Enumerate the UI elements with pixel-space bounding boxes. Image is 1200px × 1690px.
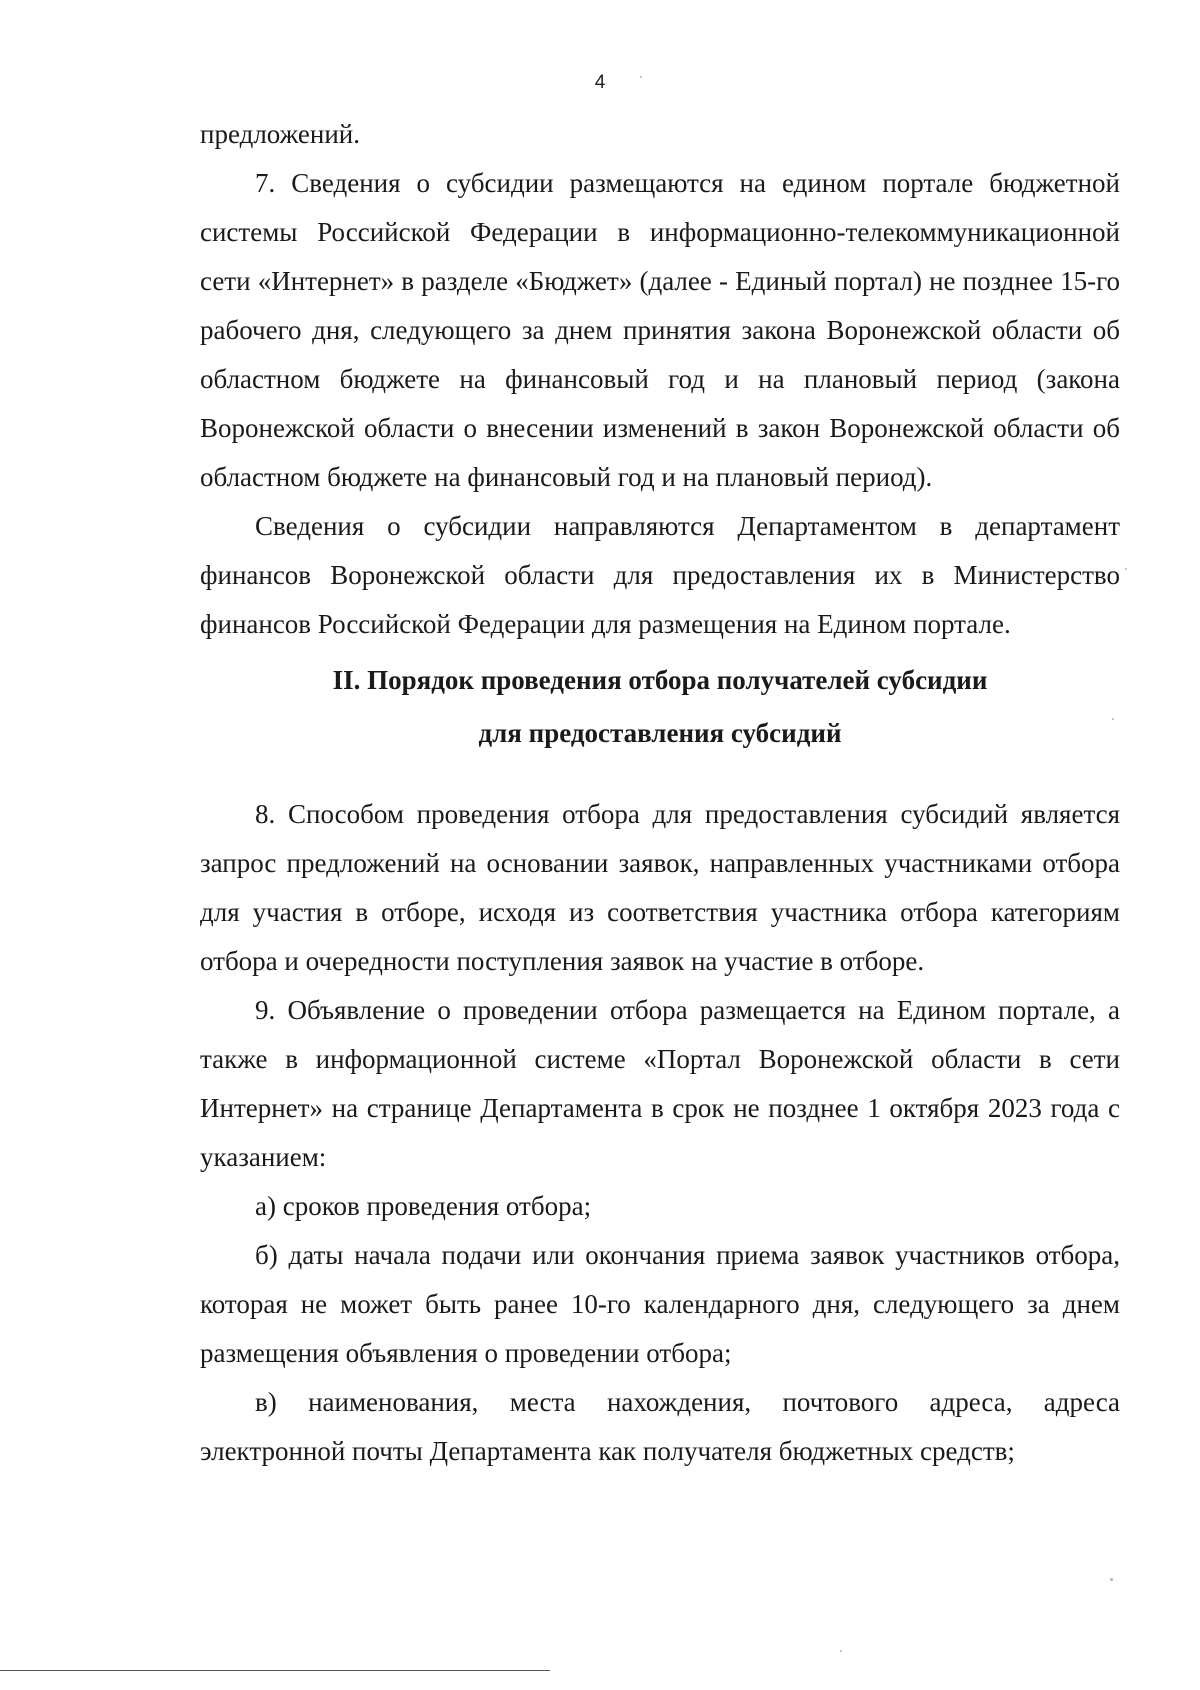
paragraph-9v: в) наименования, места нахождения, почтового адреса, адреса электронной почты Департамента как получателя бюджетных средств; bbox=[200, 1387, 1120, 1466]
footer-rule bbox=[0, 1670, 550, 1671]
text-block-top bbox=[200, 110, 1120, 649]
scan-speck bbox=[1125, 568, 1127, 570]
paragraph-9: 9. Объявление о проведении отбора размещается на Едином портале, а также в информационной системе «Портал Воронежской области в сети Интернет» на странице Департамента в срок не позднее 1 октября 2023 года с указанием: bbox=[200, 995, 1120, 1172]
scan-speck bbox=[840, 1650, 842, 1652]
scan-speck bbox=[1110, 1578, 1113, 1581]
paragraph-9b: б) даты начала подачи или окончания приема заявок участников отбора, которая не может быть ранее 10-го календарного дня, следующего за днем размещения объявления о проведении отбора; bbox=[200, 1240, 1120, 1368]
scan-speck bbox=[640, 76, 642, 78]
scan-speck bbox=[1112, 718, 1114, 720]
paragraph-9a: а) сроков проведения отбора; bbox=[255, 1191, 592, 1221]
section-heading-line-1: II. Порядок проведения отбора получателей субсидии bbox=[332, 665, 988, 695]
paragraph-8: 8. Способом проведения отбора для предоставления субсидий является запрос предложений на основании заявок, направленных участниками отбора для участия в отборе, исходя из соответствия участника отбора категориям отбора и очередности поступления заявок на участие в отборе. bbox=[200, 799, 1120, 976]
paragraph-7-second: Сведения о субсидии направляются Департаментом в департамент финансов Воронежской области для предоставления их в Министерство финансов Российской Федерации для размещения на Едином портале. bbox=[200, 511, 1120, 639]
text-block-bottom bbox=[200, 790, 1120, 1476]
section-heading-line-2: для предоставления субсидий bbox=[478, 718, 842, 748]
paragraph-7: 7. Сведения о субсидии размещаются на едином портале бюджетной системы Российской Федерации в информационно-телекоммуникационной сети «Интернет» в разделе «Бюджет» (далее - Единый портал) не позднее 15-го рабочего дня, следующего за днем принятия закона Воронежской области об областном бюджете на финансовый год и на плановый период (закона Воронежской области о внесении изменений в закон Воронежской области об областном бюджете на финансовый год и на плановый период). bbox=[200, 168, 1120, 492]
section-heading bbox=[200, 654, 1120, 760]
page-number: 4 bbox=[594, 72, 606, 93]
paragraph-continuation: предложений. bbox=[200, 119, 360, 149]
